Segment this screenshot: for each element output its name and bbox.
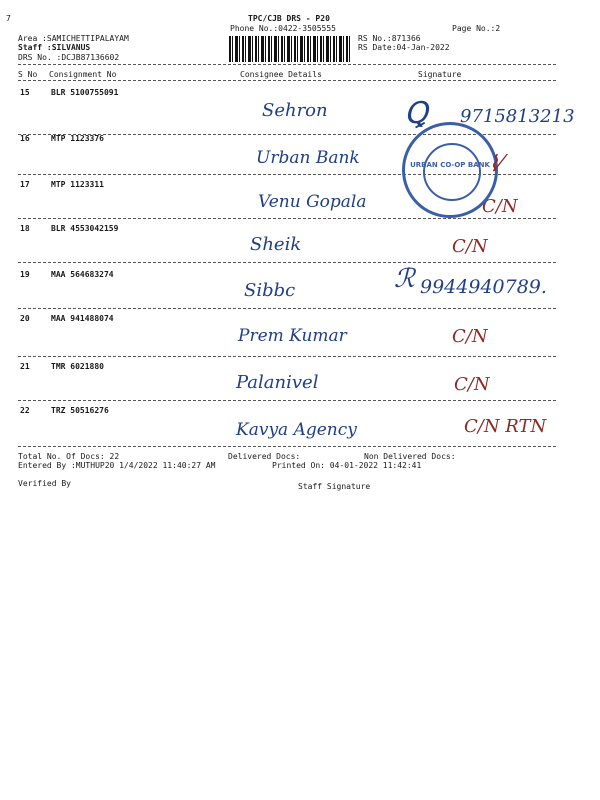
- signature-handwritten: C/N: [452, 326, 488, 347]
- row-sno: 22: [20, 406, 30, 415]
- consignee-handwritten: Kavya Agency: [236, 420, 357, 440]
- signature-scribble-icon: ℛ: [394, 264, 415, 294]
- signature-scribble-icon: Ꝗ: [404, 96, 428, 131]
- column-header-consignee: Consignee Details: [240, 70, 322, 79]
- corner-mark: 7: [6, 14, 11, 23]
- row-consignment: BLR 5100755091: [51, 88, 119, 97]
- area-field: Area :SAMICHETTIPALAYAM: [18, 34, 129, 43]
- staff-signature: Staff Signature: [298, 482, 371, 491]
- document-title: TPC/CJB DRS - P20: [248, 14, 330, 23]
- row-divider: [18, 400, 556, 401]
- row-consignment: TRZ 50516276: [51, 406, 109, 415]
- row-divider: [18, 218, 556, 219]
- drs-number: DRS No. :DCJB87136602: [18, 53, 120, 62]
- row-consignment: MAA 941488074: [51, 314, 114, 323]
- delivered-docs: Delivered Docs:: [228, 452, 301, 461]
- row-sno: 18: [20, 224, 30, 233]
- rs-number: RS No.:871366: [358, 34, 421, 43]
- row-divider: [18, 446, 556, 447]
- barcode: [229, 36, 351, 62]
- page-number: Page No.:2: [452, 24, 501, 33]
- verified-by: Verified By: [18, 479, 71, 488]
- header-divider: [18, 64, 556, 65]
- row-consignment: MAA 564683274: [51, 270, 114, 279]
- signature-handwritten: C/N RTN: [464, 416, 547, 437]
- non-delivered-docs: Non Delivered Docs:: [364, 452, 456, 461]
- row-sno: 19: [20, 270, 30, 279]
- consignee-handwritten: Sheik: [250, 234, 302, 255]
- staff-field: Staff :SILVANUS: [18, 43, 91, 52]
- signature-handwritten: 9944940789.: [420, 276, 547, 298]
- consignee-handwritten: Sibbc: [244, 280, 296, 301]
- signature-scribble-icon: ⌇⁄: [488, 152, 503, 177]
- entered-by: Entered By :MUTHUP20 1/4/2022 11:40:27 AM: [18, 461, 216, 470]
- column-header-sno: S No: [18, 70, 38, 79]
- signature-handwritten: C/N: [482, 196, 518, 217]
- row-divider: [18, 262, 556, 263]
- stamp-text: URBAN CO-OP BANK: [410, 161, 490, 169]
- row-sno: 20: [20, 314, 30, 323]
- signature-handwritten: 9715813213: [460, 106, 575, 127]
- row-divider: [18, 308, 556, 309]
- signature-handwritten: C/N: [452, 236, 488, 257]
- row-sno: 21: [20, 362, 30, 371]
- consignee-handwritten: Venu Gopala: [258, 192, 367, 212]
- bank-seal-stamp: [402, 122, 498, 218]
- row-sno: 15: [20, 88, 30, 97]
- row-sno: 16: [20, 134, 30, 143]
- row-consignment: BLR 4553042159: [51, 224, 119, 233]
- consignee-handwritten: Palanivel: [236, 372, 319, 393]
- row-consignment: TMR 6021880: [51, 362, 104, 371]
- consignee-handwritten: Sehron: [262, 100, 328, 121]
- printed-on: Printed On: 04-01-2022 11:42:41: [272, 461, 422, 470]
- column-header-consignment: Consignment No: [49, 70, 117, 79]
- consignee-handwritten: Urban Bank: [256, 148, 360, 168]
- column-header-divider: [18, 80, 556, 81]
- phone-number: Phone No.:0422-3505555: [230, 24, 336, 33]
- rs-date: RS Date:04-Jan-2022: [358, 43, 450, 52]
- row-consignment: MTP 1123311: [51, 180, 104, 189]
- row-divider: [18, 356, 556, 357]
- consignee-handwritten: Prem Kumar: [238, 326, 347, 346]
- total-docs: Total No. Of Docs: 22: [18, 452, 120, 461]
- signature-handwritten: C/N: [454, 374, 490, 395]
- row-sno: 17: [20, 180, 30, 189]
- row-consignment: MTP 1123376: [51, 134, 104, 143]
- column-header-signature: Signature: [418, 70, 462, 79]
